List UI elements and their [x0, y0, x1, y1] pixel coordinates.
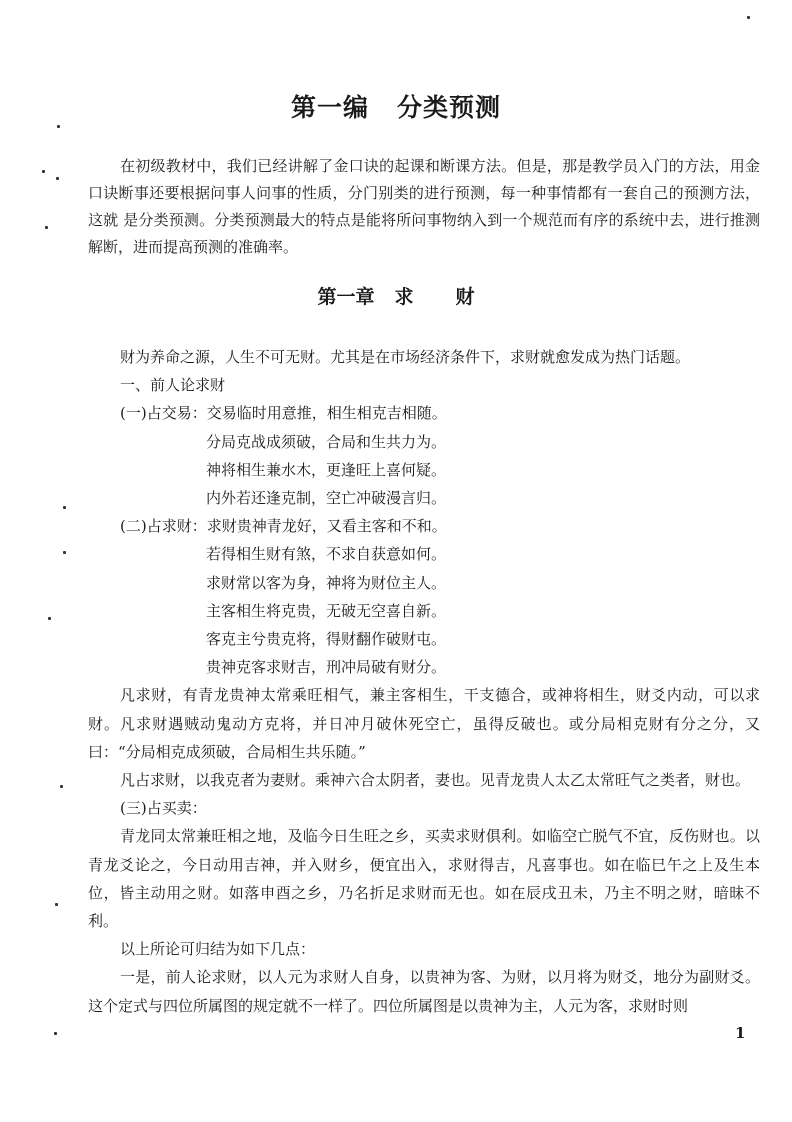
part-title [0, 88, 792, 124]
chapter-title-word-2: 财 [455, 286, 475, 308]
scan-speck [56, 177, 59, 180]
scan-speck [60, 785, 63, 788]
verse-line: 神将相生兼水木，更逢旺上喜何疑。 [206, 460, 447, 479]
verse-line: 求财常以客为身，神将为财位主人。 [206, 573, 447, 592]
part-title-prefix: 第一编 [290, 93, 369, 122]
page-number: 1 [735, 1024, 746, 1042]
scan-speck [48, 617, 51, 620]
body-paragraph: 青龙同太常兼旺相之地，及临今日生旺之乡，买卖求财俱利。如临空亡脱气不宜，反伤财也。以青龙爻论之，今日动用吉神，并入财乡，便宜出入，求财得吉，凡喜事也。如在临巳午之上及生本位，皆主动用之财。如落申酉之乡，乃名折足求财而无也。如在辰戌丑未，乃主不明之财，暗昧不利。 [88, 827, 760, 931]
scan-speck [57, 125, 60, 128]
verse-line: 分局克战成须破，合局和生共力为。 [206, 432, 447, 451]
subsection-label: (二)占求财： [120, 517, 207, 536]
verse-line: 客克主兮贵克将，得财翻作破财屯。 [206, 630, 447, 649]
scan-speck [747, 16, 750, 19]
body-paragraph: 凡求财，有青龙贵神太常乘旺相气，兼主客相生，干支德合，或神将相生，财爻内动，可以求财。凡求财遇贼动鬼动方克将，并日冲月破休死空亡，虽得反破也。或分局相克财有分之分，又曰：“分局相克成须破，合局相生共乐随。” [88, 686, 760, 761]
verse-line [88, 399, 760, 427]
chapter-body [88, 343, 760, 1020]
body-paragraph: 凡占求财，以我克者为妻财。乘神六合太阴者，妻也。见青龙贵人太乙太常旺气之类者，财也。 [120, 771, 751, 790]
subsection-label: (一)占交易： [120, 404, 207, 423]
scan-speck [63, 551, 66, 554]
verse-line: 主客相生将克贵，无破无空喜自新。 [206, 601, 447, 620]
body-paragraph: 以上所论可归结为如下几点： [120, 940, 316, 959]
scan-speck [54, 1032, 57, 1035]
verse-line: 若得相生财有煞，不求自获意如何。 [206, 545, 447, 564]
verse-text: 求财贵神青龙好，又看主客和不和。 [206, 517, 447, 536]
chapter-title [0, 282, 792, 309]
lead-paragraph: 财为养命之源，人生不可无财。尤其是在市场经济条件下，求财就愈发成为热门话题。 [120, 348, 691, 366]
scan-speck [45, 226, 48, 229]
verse-line: 贵神克客求财吉，刑冲局破有财分。 [206, 658, 447, 677]
scan-speck [63, 506, 66, 509]
intro-paragraph: 在初级教材中，我们已经讲解了金口诀的起课和断课方法。但是，那是教学员入门的方法，用金口诀断事还要根据问事人问事的性质，分门别类的进行预测，每一种事情都有一套自己的预测方法，这就 是分类预测。分类预测最大的特点是能将所问事物纳入到一个规范而有序的系统中去，进行推测解断，进而提高预测的准确率。 [88, 157, 760, 256]
section-heading: 一、前人论求财 [120, 376, 226, 395]
chapter-title-word-1: 求 [394, 286, 414, 308]
part-title-name: 分类预测 [397, 93, 502, 122]
verse-text: 交易临时用意推，相生相克吉相随。 [206, 404, 447, 423]
chapter-title-prefix: 第一章 [317, 286, 375, 308]
scan-speck [55, 903, 58, 906]
scan-speck [42, 170, 45, 173]
verse-line: 内外若还逢克制，空亡冲破漫言归。 [206, 489, 447, 508]
body-paragraph: 一是，前人论求财，以人元为求财人自身，以贵神为客、为财，以月将为财爻，地分为副财爻。这个定式与四位所属图的规定就不一样了。四位所属图是以贵神为主，人元为客，求财时则 [88, 968, 760, 1015]
verse-line [88, 512, 760, 540]
subsection-label: (三)占买卖： [120, 799, 207, 818]
